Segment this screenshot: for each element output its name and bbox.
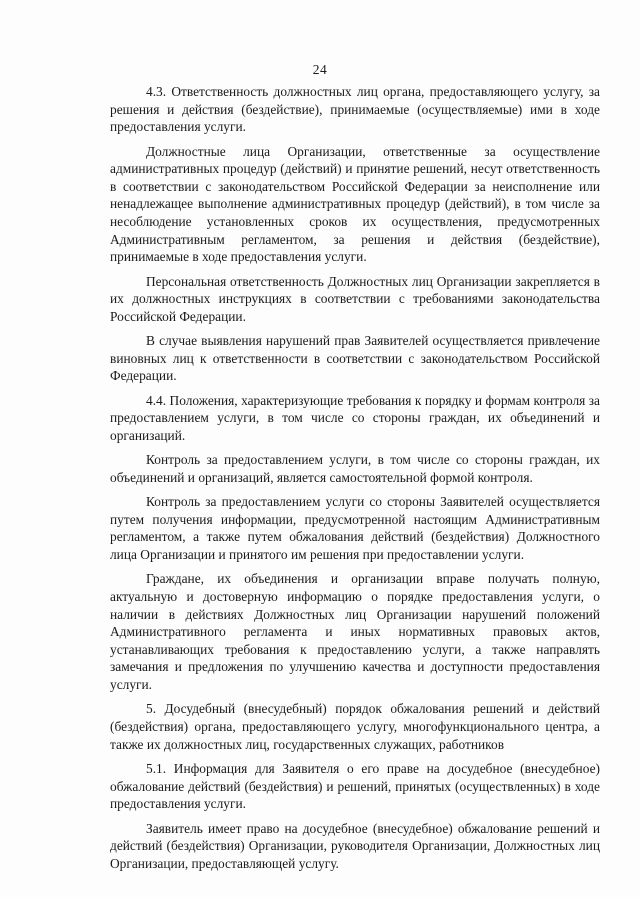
paragraph-violations: В случае выявления нарушений прав Заявителей осуществляется привлечение виновных лиц к ответственности в соответствии с законодательством Российской Федерации. (110, 333, 600, 384)
paragraph-4-4: 4.4. Положения, характеризующие требования к порядку и формам контроля за предоставлением услуги, в том числе со стороны граждан, их объединений и организаций. (110, 392, 600, 443)
document-body (110, 83, 600, 879)
paragraph-control-form: Контроль за предоставлением услуги, в том числе со стороны граждан, их объединений и организаций, является самостоятельной формой контроля. (110, 452, 600, 485)
paragraph-applicant-control: Контроль за предоставлением услуги со стороны Заявителей осуществляется путем получения информации, предусмотренной настоящим Административным регламентом, а также путем обжалования действий (бездействия) Должностного лица Организации и принятого им решения при предоставлении услуги. (110, 494, 600, 563)
paragraph-appeal-right: Заявитель имеет право на досудебное (внесудебное) обжалование решений и действий (бездействия) Организации, руководителя Организации, Должностных лиц Организации, предоставляющей услугу. (110, 820, 600, 871)
paragraph-4-3: 4.3. Ответственность должностных лиц органа, предоставляющего услугу, за решения и действия (бездействие), принимаемые (осуществляемые) ими в ходе предоставления услуги. (110, 84, 600, 135)
paragraph-personal-responsibility: Персональная ответственность Должностных лиц Организации закрепляется в их должностных инструкциях в соответствии с требованиями законодательства Российской Федерации. (110, 273, 600, 324)
paragraph-citizens-rights: Граждане, их объединения и организации вправе получать полную, актуальную и достоверную информацию о порядке предоставления услуги, о наличии в действиях Должностных лиц Организации нарушений положений Административного регламента и иных нормативных правовых актов, устанавливающих требования к предоставлению услуги, а также направлять замечания и предложения по улучшению качества и доступности предоставления услуги. (110, 571, 600, 692)
page-number: 24 (312, 62, 328, 77)
paragraph-5-1: 5.1. Информация для Заявителя о его праве на досудебное (внесудебное) обжалование действий (бездействия) и решений, принятых (осуществленных) в ходе предоставления услуги. (110, 760, 600, 812)
paragraph-officials-responsibility: Должностные лица Организации, ответственные за осуществление административных процедур (действий) и принятие решений, несут ответственность в соответствии с законодательством Российской Федерации за неисполнение или ненадлежащее выполнение административных процедур (действий), в том числе за несоблюдение установленных сроков их осуществления, предусмотренных Административным регламентом, за решения и действия (бездействие), принимаемые в ходе предоставления услуги. (110, 143, 600, 265)
paragraph-section-5: 5. Досудебный (внесудебный) порядок обжалования решений и действий (бездействия) органа, предоставляющего услугу, многофункционального центра, а также их должностных лиц, государственных служащих, работников (110, 701, 600, 752)
